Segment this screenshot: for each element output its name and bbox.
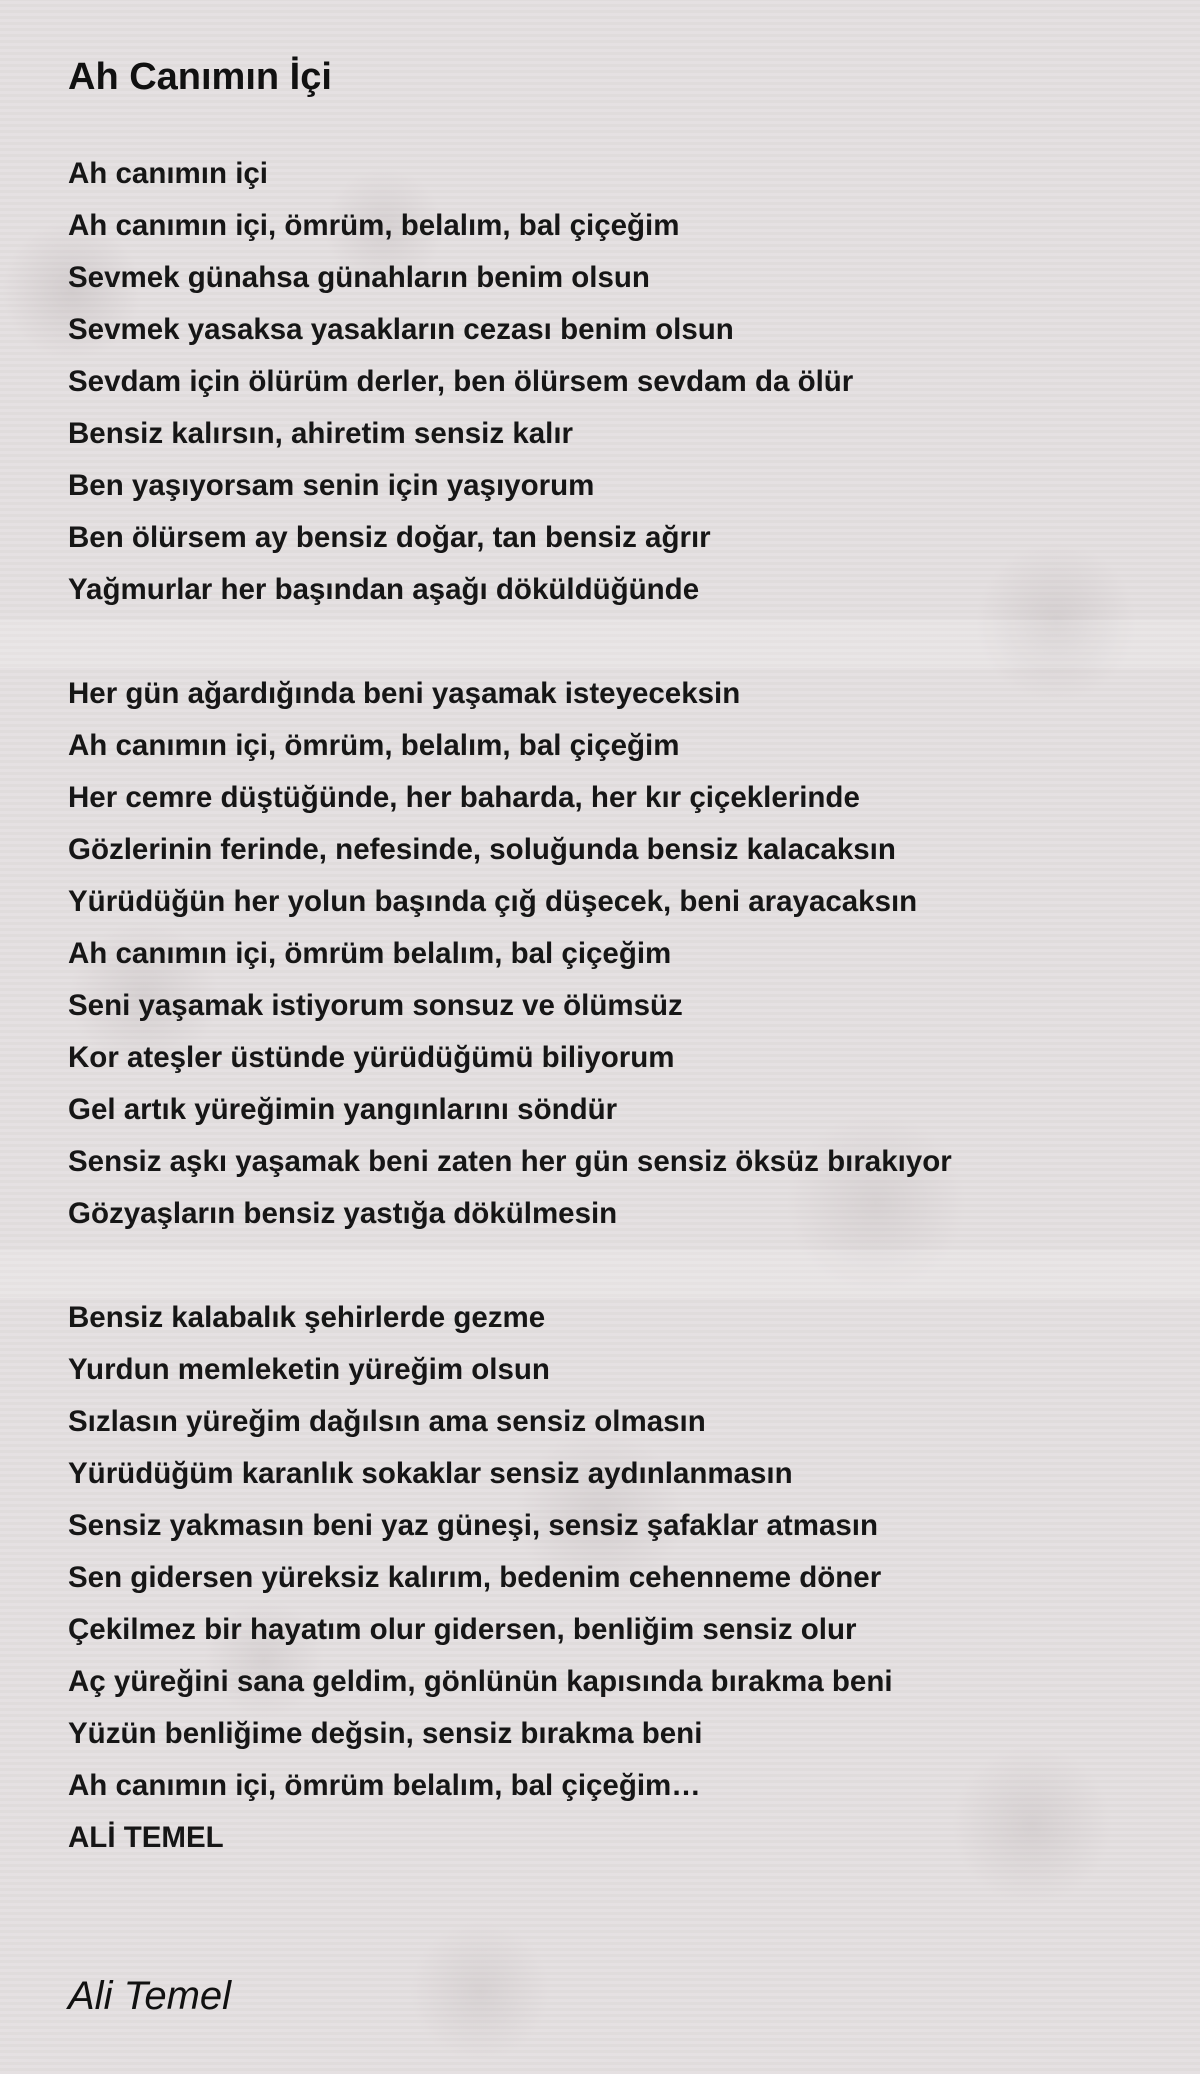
- poem-stanza: [68, 148, 1148, 616]
- poem-line: Sen gidersen yüreksiz kalırım, bedenim cehenneme döner: [68, 1561, 882, 1594]
- poem-line: Çekilmez bir hayatım olur gidersen, benliğim sensiz olur: [68, 1613, 857, 1646]
- poem-line: Ah canımın içi, ömrüm belalım, bal çiçeğim…: [68, 1769, 701, 1802]
- poem-line: Sızlasın yüreğim dağılsın ama sensiz olmasın: [68, 1405, 706, 1438]
- poem-line: Ben yaşıyorsam senin için yaşıyorum: [68, 469, 595, 502]
- poem-line: Yüzün benliğime değsin, sensiz bırakma beni: [68, 1717, 703, 1750]
- poem-line: Kor ateşler üstünde yürüdüğümü biliyorum: [68, 1041, 675, 1074]
- poem-body: [68, 148, 1148, 1916]
- poem-line: Sevdam için ölürüm derler, ben ölürsem sevdam da ölür: [68, 365, 854, 398]
- poem-line: Gözyaşların bensiz yastığa dökülmesin: [68, 1197, 618, 1230]
- poem-line: Ben ölürsem ay bensiz doğar, tan bensiz ağrır: [68, 521, 711, 554]
- poem-line: Aç yüreğini sana geldim, gönlünün kapısında bırakma beni: [68, 1665, 893, 1698]
- poem-line: ALİ TEMEL: [68, 1821, 224, 1854]
- poem-line: Ah canımın içi: [68, 157, 268, 190]
- poem-line: Bensiz kalırsın, ahiretim sensiz kalır: [68, 417, 574, 450]
- poem-line: Ah canımın içi, ömrüm, belalım, bal çiçeğim: [68, 729, 680, 762]
- poem-line: Yağmurlar her başından aşağı döküldüğünde: [68, 573, 700, 606]
- poem-line: Sensiz aşkı yaşamak beni zaten her gün sensiz öksüz bırakıyor: [68, 1145, 952, 1178]
- poem-line: Sevmek günahsa günahların benim olsun: [68, 261, 650, 294]
- poem-title: Ah Canımın İçi: [68, 56, 332, 98]
- poem-author: Ali Temel: [68, 1974, 232, 2018]
- poem-line: Yürüdüğüm karanlık sokaklar sensiz aydınlanmasın: [68, 1457, 793, 1490]
- poem-line: Seni yaşamak istiyorum sonsuz ve ölümsüz: [68, 989, 683, 1022]
- poem-line: Gözlerinin ferinde, nefesinde, soluğunda bensiz kalacaksın: [68, 833, 896, 866]
- poem-line: Ah canımın içi, ömrüm, belalım, bal çiçeğim: [68, 209, 680, 242]
- poem-line: Yürüdüğün her yolun başında çığ düşecek, beni arayacaksın: [68, 885, 918, 918]
- poem-line: Bensiz kalabalık şehirlerde gezme: [68, 1301, 546, 1334]
- poem-stanza: [68, 668, 1148, 1240]
- poem-line: Gel artık yüreğimin yangınlarını söndür: [68, 1093, 618, 1126]
- poem-line: Her cemre düştüğünde, her baharda, her kır çiçeklerinde: [68, 781, 860, 814]
- poem-stanza: [68, 1292, 1148, 1864]
- poem-line: Ah canımın içi, ömrüm belalım, bal çiçeğim: [68, 937, 672, 970]
- poem-line: Sensiz yakmasın beni yaz güneşi, sensiz şafaklar atmasın: [68, 1509, 878, 1542]
- poem-line: Yurdun memleketin yüreğim olsun: [68, 1353, 550, 1386]
- poem-line: Sevmek yasaksa yasakların cezası benim olsun: [68, 313, 734, 346]
- poem-line: Her gün ağardığında beni yaşamak isteyeceksin: [68, 677, 741, 710]
